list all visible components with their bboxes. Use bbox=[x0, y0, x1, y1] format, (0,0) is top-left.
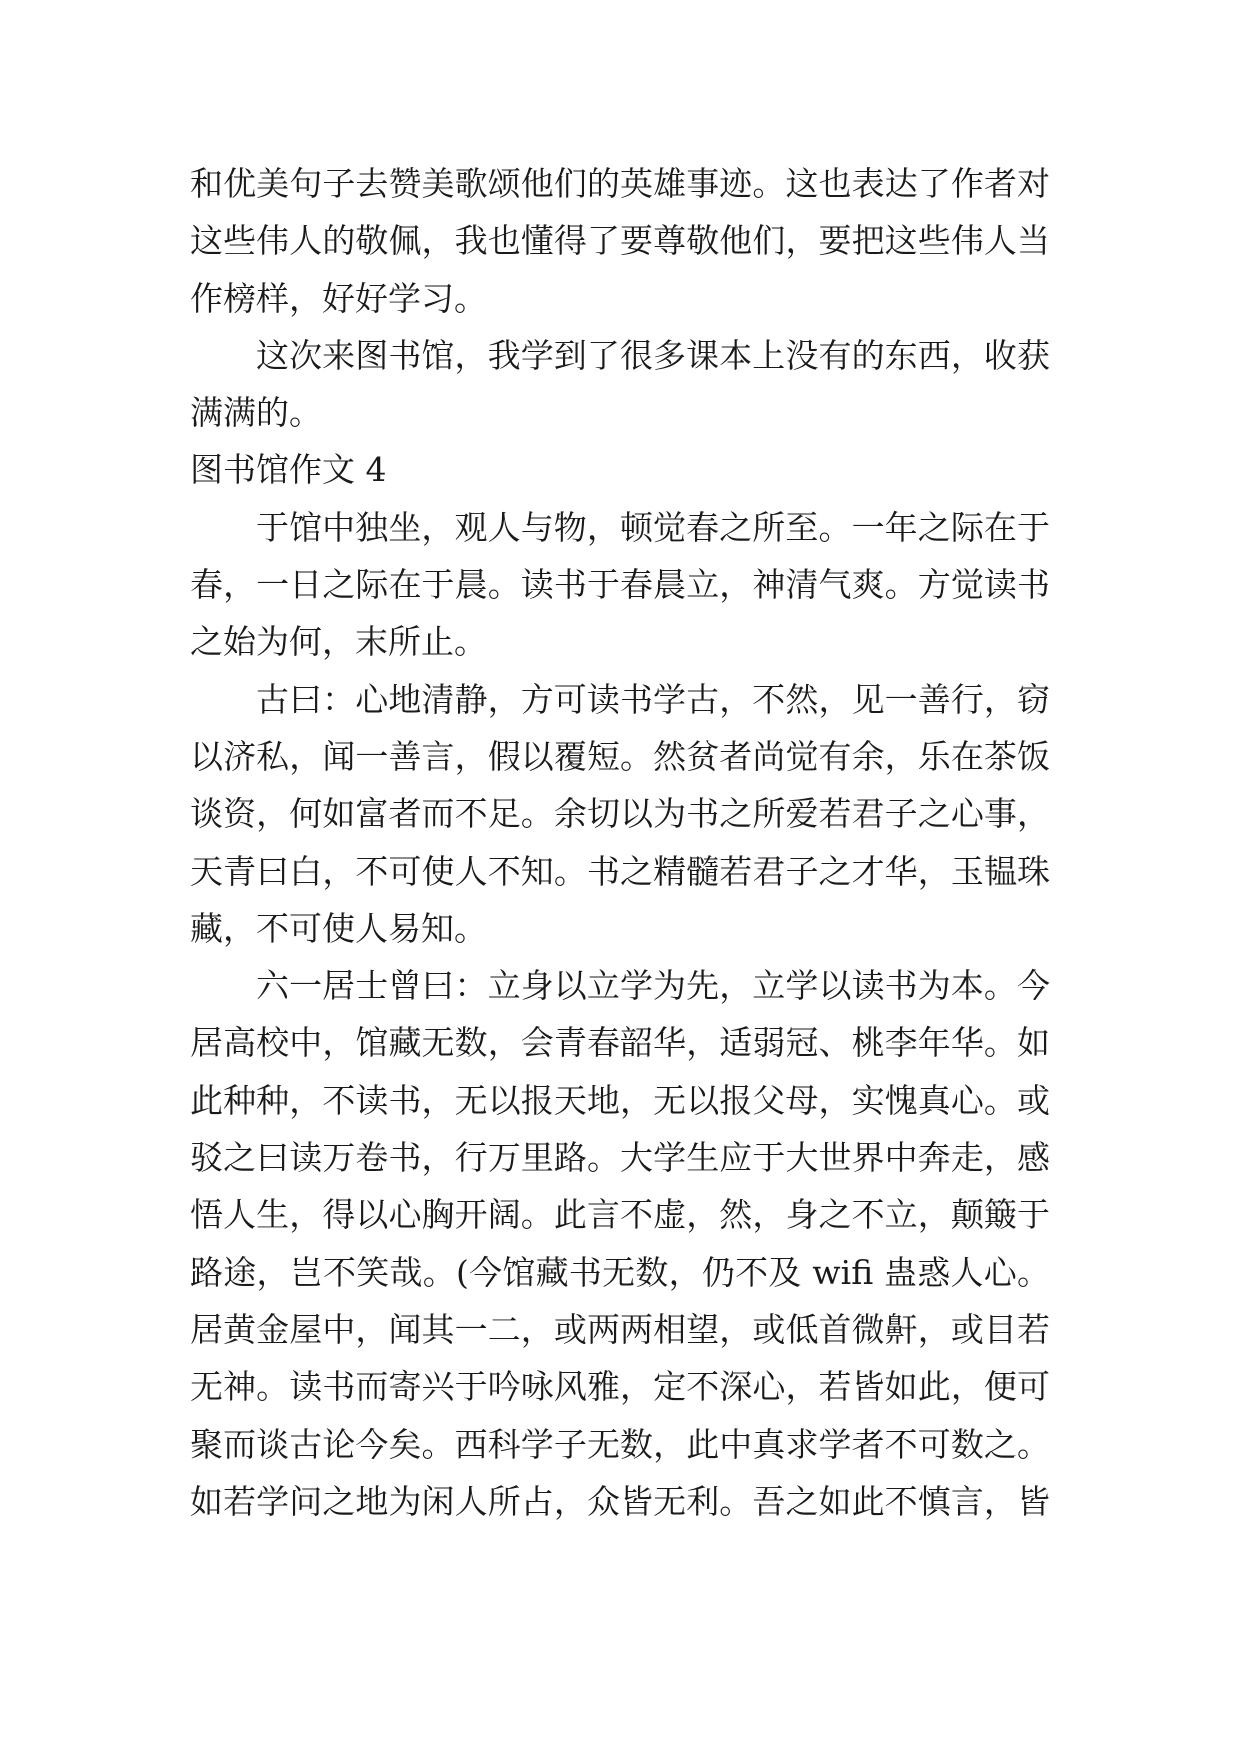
text-line: 古曰：心地清静，方可读书学古，不然，见一善行，窃 bbox=[256, 679, 1050, 719]
text-line: 无神。读书而寄兴于吟咏风雅，定不深心，若皆如此，便可 bbox=[190, 1367, 1050, 1407]
text-line: 六一居士曾曰：立身以立学为先，立学以读书为本。今 bbox=[256, 966, 1050, 1006]
text-line: 于馆中独坐，观人与物，顿觉春之所至。一年之际在于 bbox=[256, 507, 1050, 547]
text-line: 如若学问之地为闲人所占，众皆无利。吾之如此不慎言，皆 bbox=[190, 1481, 1050, 1521]
text-line: 和优美句子去赞美歌颂他们的英雄事迹。这也表达了作者对 bbox=[190, 164, 1050, 203]
paragraph-group-after-heading bbox=[190, 499, 1050, 1530]
document-body bbox=[190, 155, 1050, 1530]
text-line: 谈资，何如富者而不足。余切以为书之所爱若君子之心事， bbox=[190, 794, 1050, 834]
text-line: 聚而谈古论今矣。西科学子无数，此中真求学者不可数之。 bbox=[190, 1424, 1050, 1464]
text-line: 这次来图书馆，我学到了很多课本上没有的东西，收获 bbox=[256, 335, 1050, 375]
text-line: 满满的。 bbox=[190, 393, 322, 433]
text-line: 路途，岂不笑哉。(今馆藏书无数，仍不及 wifi 蛊惑人心。 bbox=[190, 1252, 1050, 1292]
text-line: 作榜样，好好学习。 bbox=[190, 278, 487, 318]
text-line: 这些伟人的敬佩，我也懂得了要尊敬他们，要把这些伟人当 bbox=[190, 221, 1050, 261]
text-line: 居高校中，馆藏无数，会青春韶华，适弱冠、桃李年华。如 bbox=[190, 1023, 1050, 1063]
text-line: 天青曰白，不可使人不知。书之精髓若君子之才华，玉韫珠 bbox=[190, 851, 1050, 891]
text-line: 藏，不可使人易知。 bbox=[190, 908, 487, 948]
paragraph-group-before-heading bbox=[190, 155, 1050, 441]
text-line: 之始为何，末所止。 bbox=[190, 622, 487, 662]
text-line: 驳之曰读万卷书，行万里路。大学生应于大世界中奔走，感 bbox=[190, 1138, 1050, 1178]
text-line: 以济私，闻一善言，假以覆短。然贫者尚觉有余，乐在茶饭 bbox=[190, 736, 1050, 776]
text-line: 此种种，不读书，无以报天地，无以报父母，实愧真心。或 bbox=[190, 1080, 1050, 1120]
section-heading: 图书馆作文 4 bbox=[190, 450, 387, 490]
text-line: 居黄金屋中，闻其一二，或两两相望，或低首微鼾，或目若 bbox=[190, 1309, 1050, 1349]
text-line: 悟人生，得以心胸开阔。此言不虚，然，身之不立，颠簸于 bbox=[190, 1195, 1050, 1235]
text-line: 春，一日之际在于晨。读书于春晨立，神清气爽。方觉读书 bbox=[190, 565, 1050, 605]
